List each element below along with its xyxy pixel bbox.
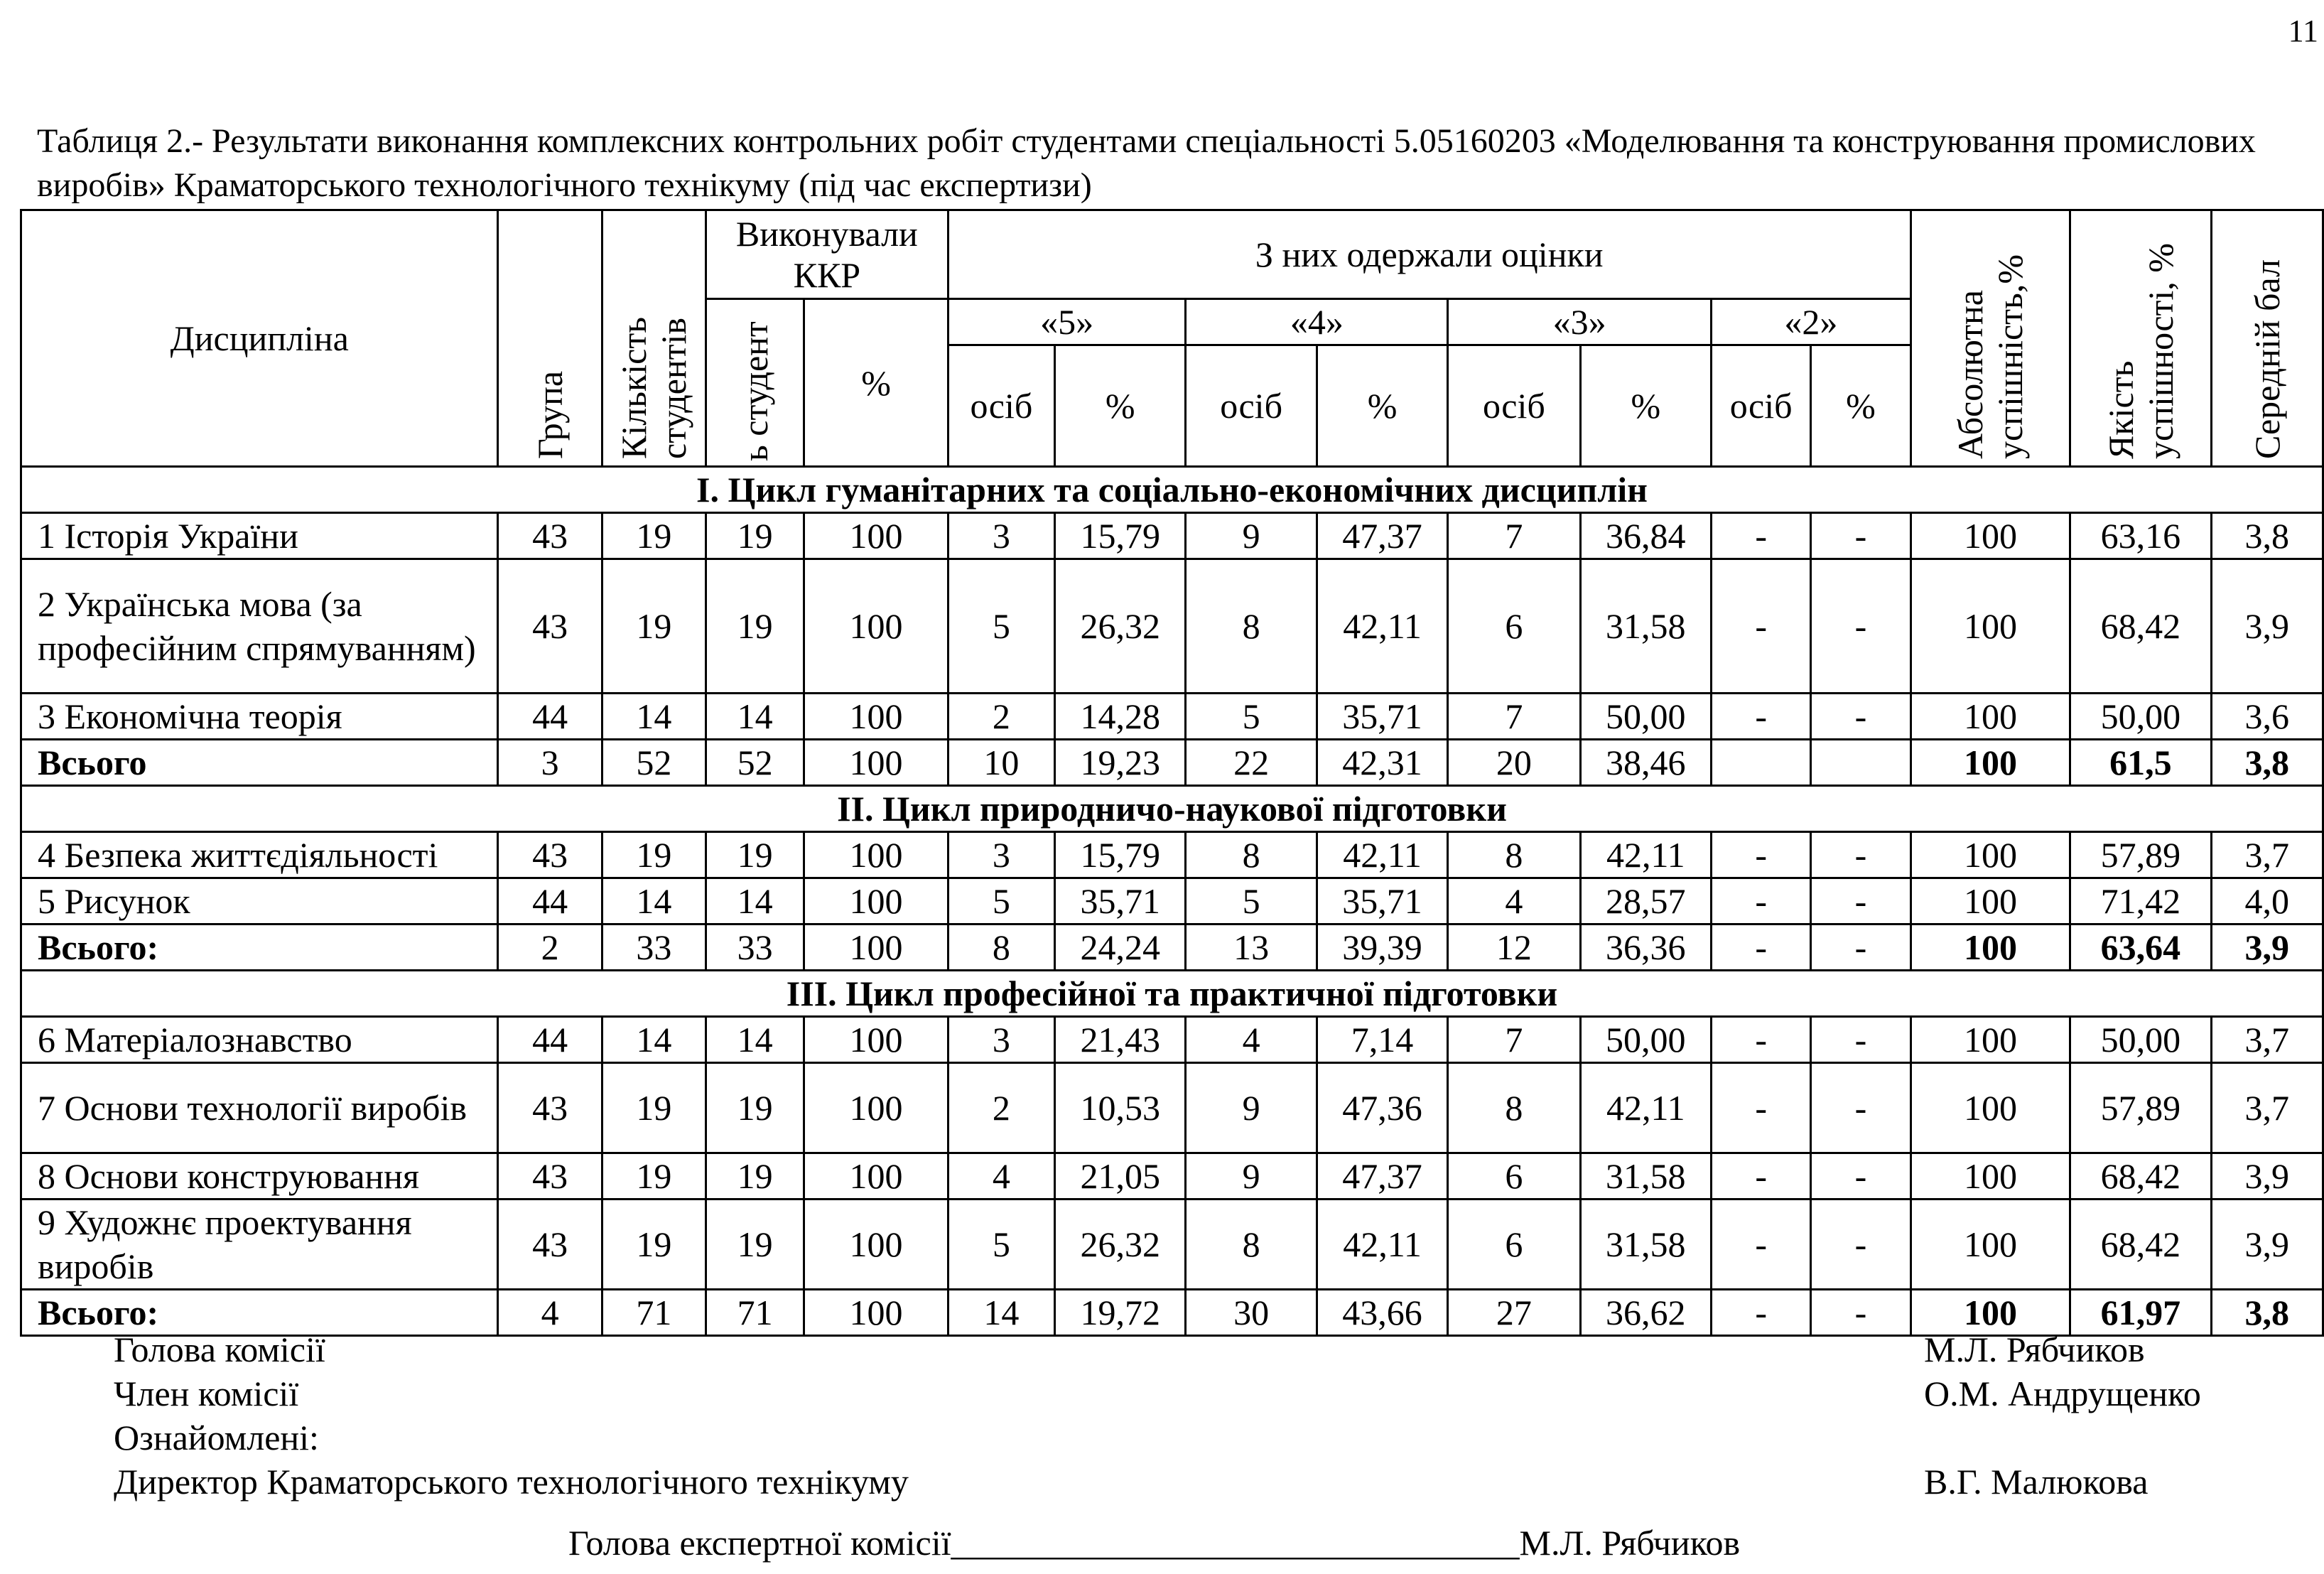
table-cell: 42,11 — [1317, 1200, 1447, 1290]
table-cell: - — [1712, 1200, 1811, 1290]
table-cell: 50,00 — [2070, 694, 2211, 740]
table-cell: 19,72 — [1055, 1290, 1186, 1336]
total-label: Всього: — [21, 1290, 498, 1336]
table-cell: 30 — [1186, 1290, 1317, 1336]
table-cell: 44 — [498, 694, 602, 740]
table-cell: 42,11 — [1580, 1063, 1711, 1153]
table-cell: 42,11 — [1317, 832, 1447, 878]
table-row — [21, 1017, 2323, 1063]
table-cell: - — [1811, 878, 1910, 925]
table-cell: 50,00 — [1580, 694, 1711, 740]
table-cell: 36,62 — [1580, 1290, 1711, 1336]
table-cell: 14,28 — [1055, 694, 1186, 740]
table-cell: 12 — [1448, 925, 1580, 971]
table-cell: 100 — [804, 1063, 948, 1153]
table-cell: 33 — [706, 925, 804, 971]
head-label: Голова комісії — [114, 1330, 325, 1369]
section-title: І. Цикл гуманітарних та соціально-економічних дисциплін — [21, 467, 2323, 513]
table-cell: 8 — [948, 925, 1054, 971]
table-cell: 2 — [948, 694, 1054, 740]
table-cell: 4 — [498, 1290, 602, 1336]
table-cell: 100 — [804, 925, 948, 971]
table-cell: 100 — [1910, 513, 2070, 559]
table-cell: 3,8 — [2211, 740, 2323, 786]
table-cell: 35,71 — [1055, 878, 1186, 925]
table-cell: 42,11 — [1580, 832, 1711, 878]
table-cell: 42,11 — [1317, 559, 1447, 694]
signature-line: ________________________________ — [951, 1523, 1520, 1563]
director-label: Директор Краматорського технологічного технікуму — [114, 1462, 909, 1502]
table-cell: 43 — [498, 1153, 602, 1200]
total-label: Всього: — [21, 925, 498, 971]
table-cell: 28,57 — [1580, 878, 1711, 925]
table-cell: 5 — [948, 559, 1054, 694]
total-label: Всього — [21, 740, 498, 786]
table-cell: 100 — [804, 832, 948, 878]
table-cell: 52 — [602, 740, 706, 786]
header-persons: осіб — [1448, 345, 1580, 467]
header-pct: % — [1055, 345, 1186, 467]
table-cell: 8 — [1448, 832, 1580, 878]
table-cell: 14 — [948, 1290, 1054, 1336]
header-group: Група — [498, 210, 602, 467]
table-cell: 8 — [1448, 1063, 1580, 1153]
table-cell: 7 — [1448, 513, 1580, 559]
table-cell: 5 — [948, 1200, 1054, 1290]
table-cell: - — [1712, 832, 1811, 878]
table-cell: 14 — [706, 878, 804, 925]
table-cell: - — [1712, 925, 1811, 971]
table-cell: 3,9 — [2211, 1153, 2323, 1200]
table-cell: 26,32 — [1055, 1200, 1186, 1290]
table-cell: 68,42 — [2070, 1153, 2211, 1200]
table-cell: - — [1811, 1153, 1910, 1200]
table-row — [21, 832, 2323, 878]
table-cell: 19 — [602, 832, 706, 878]
table-cell: 3,8 — [2211, 513, 2323, 559]
table-cell: 3,7 — [2211, 1063, 2323, 1153]
section-row — [21, 467, 2323, 513]
table-cell: 100 — [804, 694, 948, 740]
discipline-name: 1 Історія України — [21, 513, 498, 559]
table-cell: 47,36 — [1317, 1063, 1447, 1153]
table-cell: - — [1712, 878, 1811, 925]
table-cell: 3,7 — [2211, 832, 2323, 878]
table-cell: - — [1811, 513, 1910, 559]
table-cell: 10 — [948, 740, 1054, 786]
table-cell: - — [1712, 513, 1811, 559]
table-cell: 68,42 — [2070, 559, 2211, 694]
table-cell: 15,79 — [1055, 832, 1186, 878]
table-cell: 5 — [1186, 878, 1317, 925]
table-cell: 100 — [1910, 1200, 2070, 1290]
header-pct: % — [1317, 345, 1447, 467]
table-cell: 9 — [1186, 1063, 1317, 1153]
table-cell: 4,0 — [2211, 878, 2323, 925]
table-cell: 31,58 — [1580, 1153, 1711, 1200]
table-cell: 57,89 — [2070, 1063, 2211, 1153]
table-cell: - — [1811, 559, 1910, 694]
table-cell: 63,16 — [2070, 513, 2211, 559]
table-cell: 38,46 — [1580, 740, 1711, 786]
table-cell: 7,14 — [1317, 1017, 1447, 1063]
table-cell: 14 — [602, 694, 706, 740]
table-cell: 47,37 — [1317, 1153, 1447, 1200]
table-cell: 50,00 — [1580, 1017, 1711, 1063]
table-cell: 19,23 — [1055, 740, 1186, 786]
table-cell: 43 — [498, 513, 602, 559]
table-cell: - — [1712, 694, 1811, 740]
table-cell: 3,8 — [2211, 1290, 2323, 1336]
table-cell: 3,9 — [2211, 1200, 2323, 1290]
table-cell: 43 — [498, 1063, 602, 1153]
table-cell: 39,39 — [1317, 925, 1447, 971]
discipline-name: 9 Художнє проектування виробів — [21, 1200, 498, 1290]
table-cell: 4 — [1186, 1017, 1317, 1063]
table-cell: 6 — [1448, 1153, 1580, 1200]
table-cell: 9 — [1186, 1153, 1317, 1200]
discipline-name: 2 Українська мова (за професійним спрямуванням) — [21, 559, 498, 694]
header-discipline: Дисципліна — [21, 210, 498, 467]
table-cell: 19 — [602, 513, 706, 559]
table-cell: 43 — [498, 559, 602, 694]
table-cell: 31,58 — [1580, 559, 1711, 694]
table-cell: 6 — [1448, 1200, 1580, 1290]
table-cell: 61,5 — [2070, 740, 2211, 786]
header-abs-success: Абсолютна успішність,% — [1910, 210, 2070, 467]
table-cell: 3,9 — [2211, 559, 2323, 694]
table-cell: 43 — [498, 832, 602, 878]
table-cell: 100 — [804, 1200, 948, 1290]
table-cell: 15,79 — [1055, 513, 1186, 559]
table-cell: 3,6 — [2211, 694, 2323, 740]
table-cell: 100 — [804, 878, 948, 925]
table-cell: 3 — [948, 513, 1054, 559]
table-cell: 24,24 — [1055, 925, 1186, 971]
table-cell: 8 — [1186, 559, 1317, 694]
header-pct: % — [1580, 345, 1711, 467]
table-cell: 14 — [706, 694, 804, 740]
table-cell: 100 — [1910, 832, 2070, 878]
table-cell: 100 — [804, 559, 948, 694]
table-cell: 68,42 — [2070, 1200, 2211, 1290]
table-cell: - — [1811, 925, 1910, 971]
table-cell: 8 — [1186, 832, 1317, 878]
table-cell: 21,43 — [1055, 1017, 1186, 1063]
table-cell: 19 — [706, 513, 804, 559]
table-cell: 31,58 — [1580, 1200, 1711, 1290]
table-cell: 19 — [602, 1063, 706, 1153]
table-row — [21, 878, 2323, 925]
table-cell: 13 — [1186, 925, 1317, 971]
header-pct: % — [1811, 345, 1910, 467]
header-grade-3: «3» — [1448, 299, 1712, 345]
header-grade-2: «2» — [1712, 299, 1911, 345]
section-title: ІІ. Цикл природничо-наукової підготовки — [21, 786, 2323, 832]
table-cell: 100 — [804, 1290, 948, 1336]
table-cell: 3,7 — [2211, 1017, 2323, 1063]
header-avg: Середній бал — [2211, 210, 2323, 467]
table-row — [21, 513, 2323, 559]
table-row — [21, 694, 2323, 740]
table-cell: 57,89 — [2070, 832, 2211, 878]
table-cell: 14 — [602, 1017, 706, 1063]
table-cell: 3 — [948, 832, 1054, 878]
discipline-name: 5 Рисунок — [21, 878, 498, 925]
header-grade-5: «5» — [948, 299, 1186, 345]
table-cell: 22 — [1186, 740, 1317, 786]
table-cell: 42,31 — [1317, 740, 1447, 786]
table-cell: 4 — [1448, 878, 1580, 925]
table-cell: 5 — [1186, 694, 1317, 740]
director-name: В.Г. Малюкова — [1924, 1462, 2149, 1502]
table-cell: - — [1712, 1290, 1811, 1336]
discipline-name: 3 Економічна теорія — [21, 694, 498, 740]
discipline-name: 7 Основи технології виробів — [21, 1063, 498, 1153]
table-cell: 6 — [1448, 559, 1580, 694]
table-cell: 100 — [804, 1017, 948, 1063]
table-cell: 19 — [706, 1063, 804, 1153]
table-cell: 26,32 — [1055, 559, 1186, 694]
header-quality: Якість успішності, % — [2070, 210, 2211, 467]
table-row — [21, 1153, 2323, 1200]
table-cell: 5 — [948, 878, 1054, 925]
page-number: 11 — [2288, 14, 2318, 48]
table-cell: - — [1811, 832, 1910, 878]
table-cell: 35,71 — [1317, 878, 1447, 925]
table-cell: 20 — [1448, 740, 1580, 786]
table-cell: 10,53 — [1055, 1063, 1186, 1153]
table-cell: 19 — [706, 559, 804, 694]
header-persons: осіб — [1186, 345, 1317, 467]
table-row — [21, 559, 2323, 694]
table-cell: 52 — [706, 740, 804, 786]
table-cell: - — [1712, 559, 1811, 694]
table-cell: 100 — [1910, 925, 2070, 971]
table-cell: - — [1712, 1153, 1811, 1200]
table-cell: 19 — [706, 1200, 804, 1290]
table-cell: 47,37 — [1317, 513, 1447, 559]
results-table — [20, 209, 2324, 1337]
table-cell: 43,66 — [1317, 1290, 1447, 1336]
discipline-name: 6 Матеріалознавство — [21, 1017, 498, 1063]
discipline-name: 4 Безпека життєдіяльності — [21, 832, 498, 878]
table-cell: 19 — [602, 559, 706, 694]
header-persons: осіб — [1712, 345, 1811, 467]
table-cell: 100 — [804, 1153, 948, 1200]
table-cell: 35,71 — [1317, 694, 1447, 740]
discipline-name: 8 Основи конструювання — [21, 1153, 498, 1200]
table-cell: 36,84 — [1580, 513, 1711, 559]
section-row — [21, 786, 2323, 832]
table-cell: 100 — [1910, 1017, 2070, 1063]
table-cell: 21,05 — [1055, 1153, 1186, 1200]
table-cell: 44 — [498, 1017, 602, 1063]
table-cell: 71 — [706, 1290, 804, 1336]
table-cell: 27 — [1448, 1290, 1580, 1336]
table-cell: 9 — [1186, 513, 1317, 559]
table-cell: 19 — [706, 832, 804, 878]
table-cell: - — [1811, 694, 1910, 740]
table-cell: 14 — [602, 878, 706, 925]
member-label: Член комісії — [114, 1374, 299, 1413]
table-cell: - — [1712, 1017, 1811, 1063]
table-cell: 44 — [498, 878, 602, 925]
expert-label: Голова експертної комісії — [568, 1523, 951, 1563]
table-cell: 100 — [1910, 1153, 2070, 1200]
section-title: ІІІ. Цикл професійної та практичної підготовки — [21, 971, 2323, 1017]
table-cell: 50,00 — [2070, 1017, 2211, 1063]
header-performed-pct: % — [804, 299, 948, 467]
table-cell: 7 — [1448, 1017, 1580, 1063]
table-cell: 61,97 — [2070, 1290, 2211, 1336]
table-cell: 63,64 — [2070, 925, 2211, 971]
table-cell: - — [1811, 1290, 1910, 1336]
table-cell: 100 — [804, 513, 948, 559]
table-cell: - — [1811, 1017, 1910, 1063]
expert-name: М.Л. Рябчиков — [1519, 1523, 1741, 1563]
table-cell: 2 — [948, 1063, 1054, 1153]
table-cell: - — [1811, 1063, 1910, 1153]
acquainted-label: Ознайомлені: — [114, 1418, 319, 1457]
table-cell: 3 — [498, 740, 602, 786]
total-row — [21, 925, 2323, 971]
header-students-count: Кількість студентів — [602, 210, 706, 467]
table-cell: 71 — [602, 1290, 706, 1336]
table-cell — [1712, 740, 1811, 786]
header-performed-students: ь студент — [706, 299, 804, 467]
table-cell: 4 — [948, 1153, 1054, 1200]
member-name: О.М. Андрущенко — [1924, 1374, 2201, 1413]
table-caption: Таблиця 2.- Результати виконання комплексних контрольних робіт студентами спеціальності 5.05160203 «Моделювання та конструювання промислових виробів» Краматорського технологічного технікуму (під час експертизи) — [37, 122, 2256, 204]
expert-signature-line — [568, 1522, 1740, 1563]
table-cell: 100 — [1910, 1063, 2070, 1153]
table-cell: 14 — [706, 1017, 804, 1063]
table-cell: 100 — [1910, 740, 2070, 786]
table-cell: 7 — [1448, 694, 1580, 740]
table-cell — [1811, 740, 1910, 786]
table-cell: 19 — [602, 1200, 706, 1290]
table-body — [21, 467, 2323, 1336]
table-cell: 19 — [706, 1153, 804, 1200]
table-cell: 3 — [948, 1017, 1054, 1063]
table-cell: 19 — [602, 1153, 706, 1200]
table-header — [21, 210, 2323, 467]
section-row — [21, 971, 2323, 1017]
table-cell: - — [1811, 1200, 1910, 1290]
table-cell: 33 — [602, 925, 706, 971]
table-row — [21, 1200, 2323, 1290]
table-cell: 100 — [1910, 694, 2070, 740]
table-cell: 100 — [804, 740, 948, 786]
table-cell: 36,36 — [1580, 925, 1711, 971]
table-row — [21, 1063, 2323, 1153]
header-grade-4: «4» — [1186, 299, 1448, 345]
head-name: М.Л. Рябчиков — [1924, 1330, 2145, 1369]
total-row — [21, 740, 2323, 786]
table-cell: 8 — [1186, 1200, 1317, 1290]
table-cell: 100 — [1910, 559, 2070, 694]
table-cell: 3,9 — [2211, 925, 2323, 971]
table-cell: - — [1712, 1063, 1811, 1153]
table-cell: 2 — [498, 925, 602, 971]
table-cell: 100 — [1910, 878, 2070, 925]
table-cell: 71,42 — [2070, 878, 2211, 925]
table-cell: 100 — [1910, 1290, 2070, 1336]
header-persons: осіб — [948, 345, 1054, 467]
table-cell: 43 — [498, 1200, 602, 1290]
header-performed: Виконували ККР — [706, 210, 948, 299]
header-grades-title: З них одержали оцінки — [948, 210, 1910, 299]
